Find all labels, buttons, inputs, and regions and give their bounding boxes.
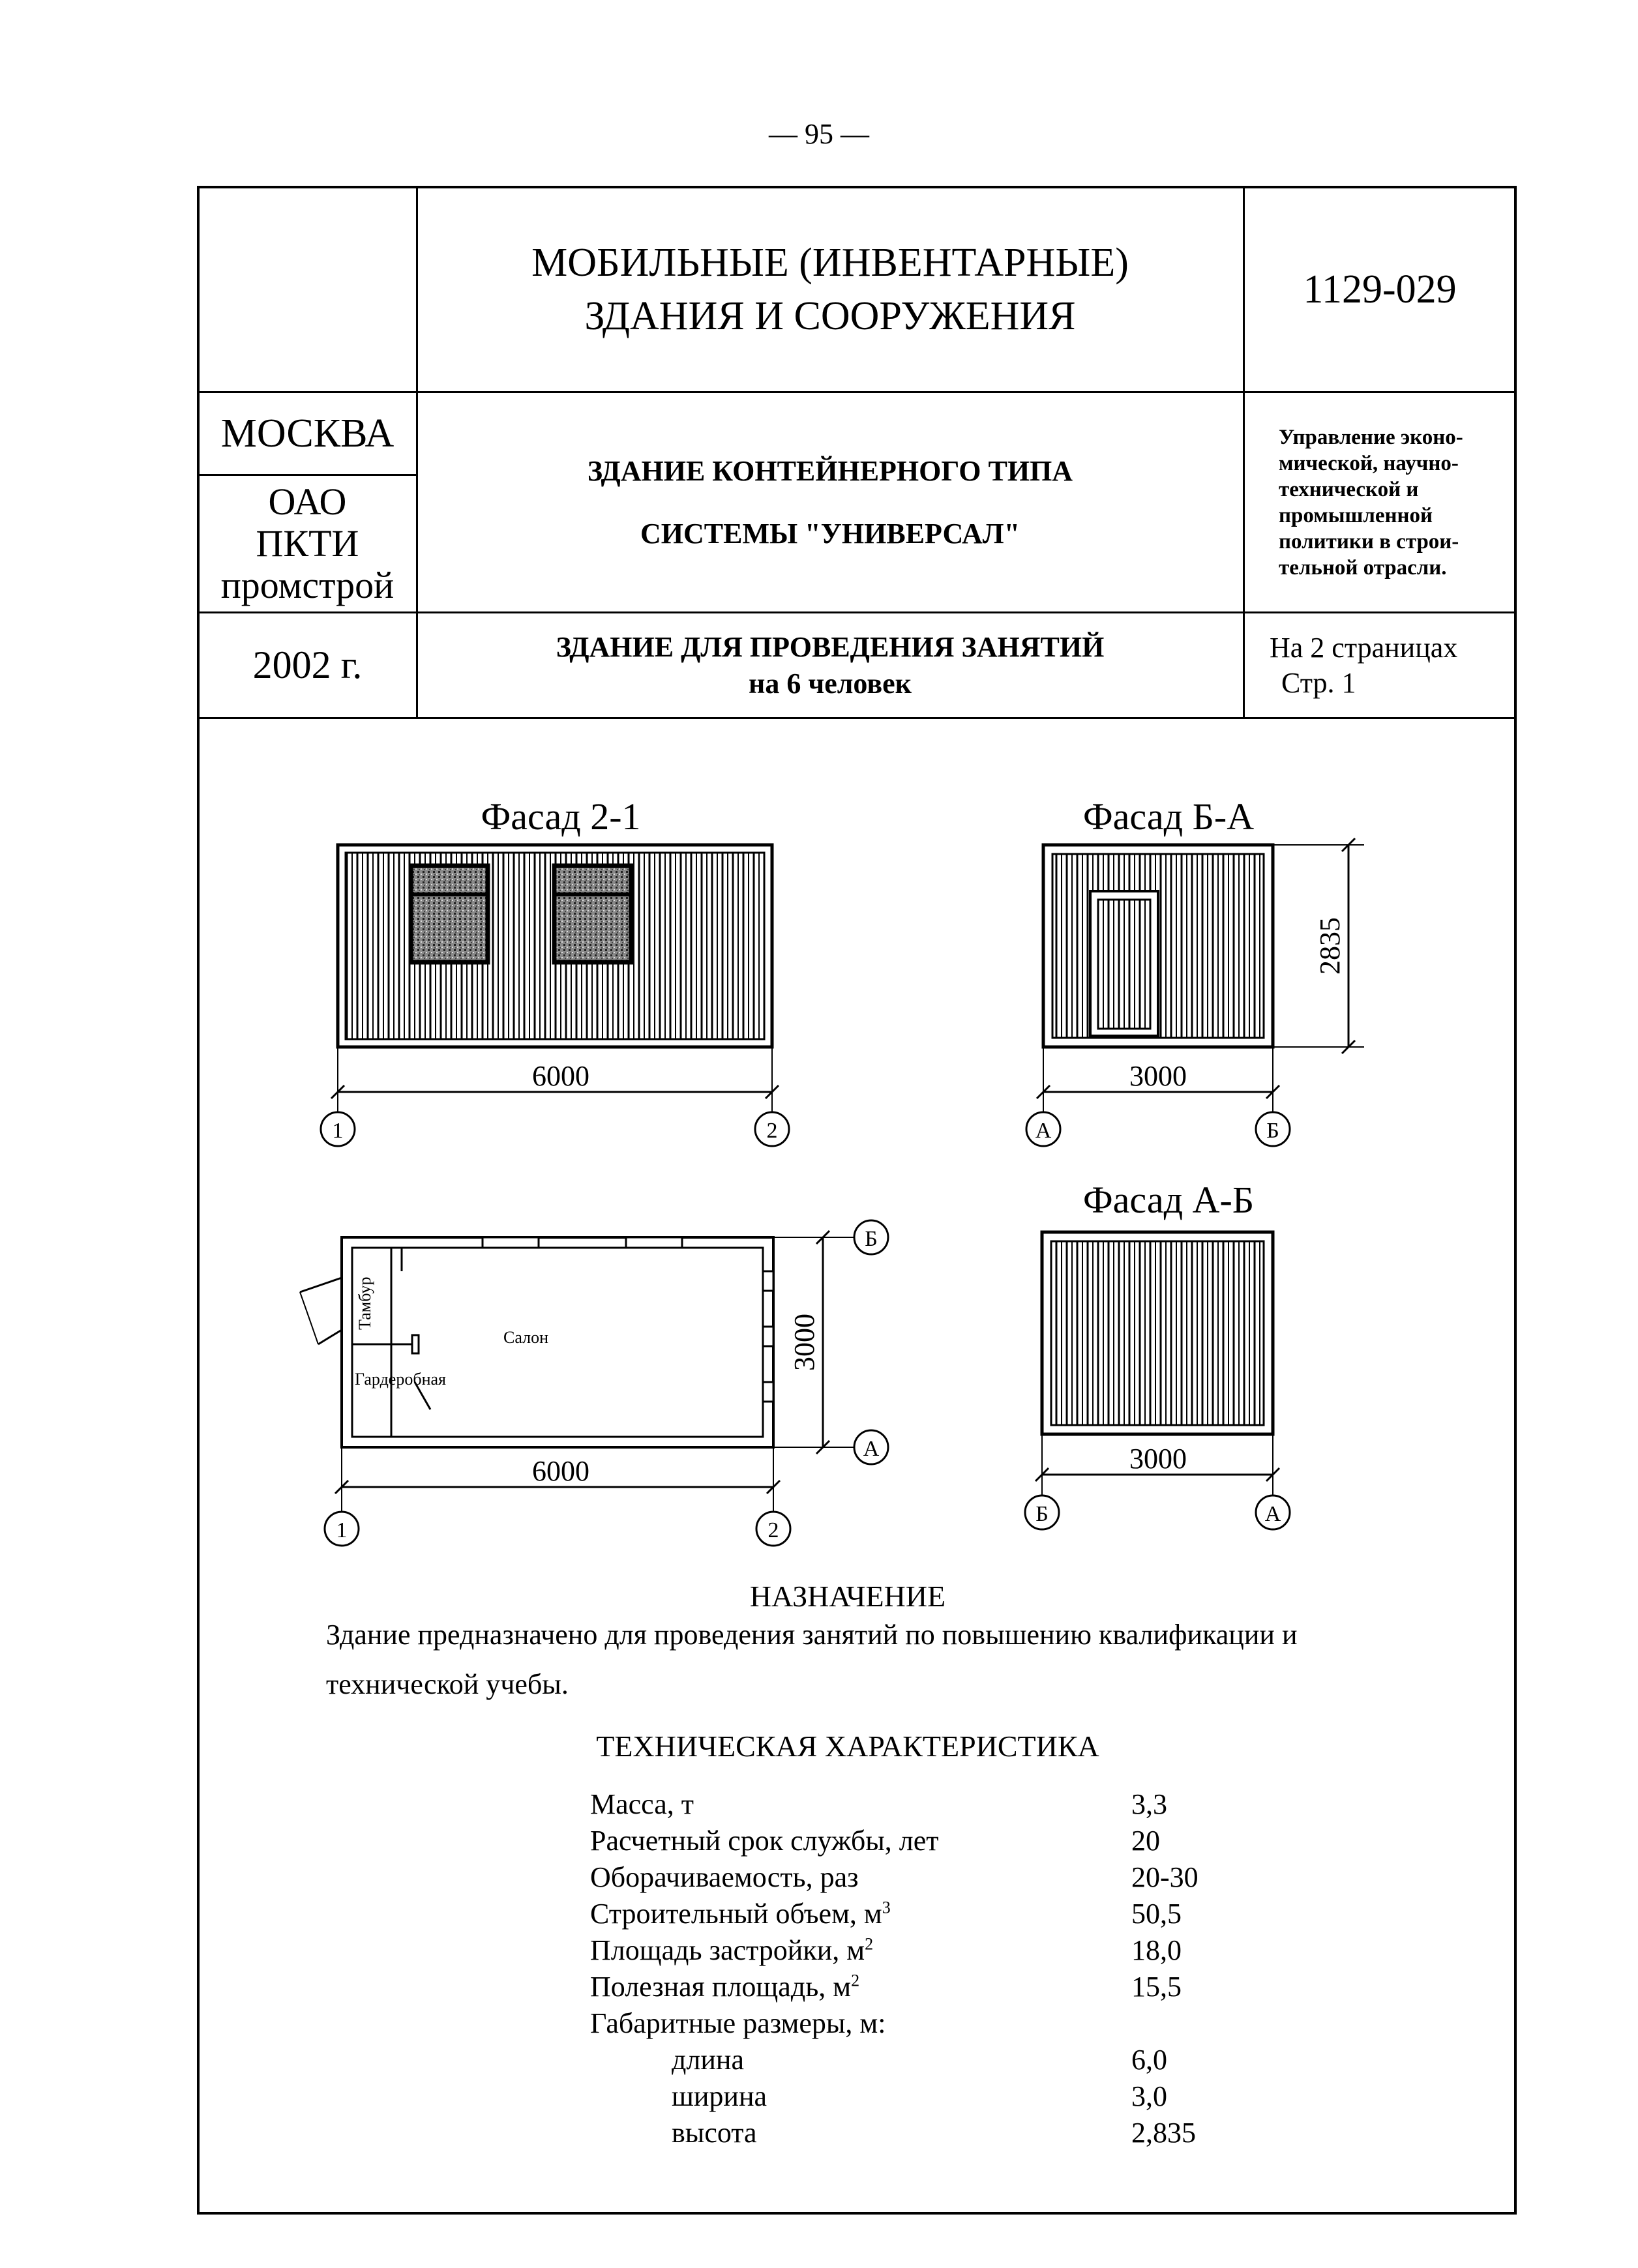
facade-2-1 xyxy=(321,795,789,1146)
purpose-text: Здание предназначено для проведения занятий по повышению квалификации и технической учебы. xyxy=(326,1619,1298,1700)
axis-marker: Б xyxy=(865,1227,878,1251)
spec-row: высота 2,835 xyxy=(672,2117,1196,2149)
city: МОСКВА xyxy=(220,411,395,456)
facade-a-b-width: 3000 xyxy=(1129,1443,1187,1475)
facade-2-1-width: 6000 xyxy=(532,1060,589,1092)
window xyxy=(411,866,488,962)
spec-row: ширина 3,0 xyxy=(672,2080,1167,2112)
spec-row: Площадь застройки, $м^2$ 18,0 xyxy=(590,1934,1182,1966)
facade-a-b xyxy=(1025,1179,1290,1529)
organization: ОАО ПКТИ промстрой xyxy=(220,480,395,606)
building-purpose: ЗДАНИЕ ДЛЯ ПРОВЕДЕНИЯ ЗАНЯТИЙ на 6 человек xyxy=(556,630,1105,700)
spec-row: Расчетный срок службы, лет 20 xyxy=(590,1825,1160,1857)
window xyxy=(554,866,631,962)
facade-2-1-title: Фасад 2-1 xyxy=(481,795,641,838)
spec-row: Масса, т 3,3 xyxy=(590,1788,1167,1820)
page-number: — 95 — xyxy=(769,118,869,150)
axis-marker: Б xyxy=(1035,1502,1049,1526)
spec-row: Оборачиваемость, раз 20-30 xyxy=(590,1861,1199,1893)
series-title: МОБИЛЬНЫЕ (ИНВЕНТАРНЫЕ) ЗДАНИЯ И СООРУЖЕНИЯ xyxy=(531,241,1129,338)
spec-row: Габаритные размеры, м: xyxy=(590,2007,886,2039)
facade-b-a xyxy=(1026,795,1364,1146)
year: 2002 г. xyxy=(252,643,363,686)
page-count: На 2 страницах Стр. 1 xyxy=(1270,631,1458,699)
room-main: Салон xyxy=(503,1328,548,1347)
plan-width: 6000 xyxy=(532,1455,589,1487)
axis-marker: А xyxy=(863,1437,880,1461)
axis-marker: 1 xyxy=(332,1119,344,1143)
plan-depth: 3000 xyxy=(788,1314,820,1371)
facade-b-a-height: 2835 xyxy=(1314,917,1346,975)
facade-b-a-title: Фасад Б-А xyxy=(1082,795,1255,838)
axis-marker: А xyxy=(1264,1502,1281,1526)
axis-marker: 1 xyxy=(336,1518,348,1542)
specs-title: ТЕХНИЧЕСКАЯ ХАРАКТЕРИСТИКА xyxy=(596,1730,1099,1763)
axis-marker: Б xyxy=(1266,1119,1279,1143)
floor-plan xyxy=(300,1220,888,1546)
axis-marker: А xyxy=(1035,1119,1052,1143)
room-cloakroom: Гардеробная xyxy=(355,1370,446,1389)
document-code: 1129-029 xyxy=(1303,267,1457,312)
agency: Управление эконо- мической, научно- технической и промышленной политики в строи- тельной отрасли. xyxy=(1279,425,1463,580)
spec-row: Строительный объем, $м^3$ 50,5 xyxy=(590,1898,1182,1930)
spec-row: Полезная площадь, $м^2$ 15,5 xyxy=(590,1971,1182,2003)
purpose-title: НАЗНАЧЕНИЕ xyxy=(749,1580,946,1613)
facade-b-a-width: 3000 xyxy=(1129,1060,1187,1092)
specs-list xyxy=(590,1786,1307,2151)
facade-a-b-title: Фасад А-Б xyxy=(1082,1179,1255,1221)
axis-marker: 2 xyxy=(766,1119,778,1143)
room-vestibule: Тамбур xyxy=(355,1276,374,1330)
axis-marker: 2 xyxy=(767,1518,779,1542)
spec-row: длина 6,0 xyxy=(672,2044,1167,2076)
building-type: ЗДАНИЕ КОНТЕЙНЕРНОГО ТИПА СИСТЕМЫ "УНИВЕРСАЛ" xyxy=(587,454,1073,550)
